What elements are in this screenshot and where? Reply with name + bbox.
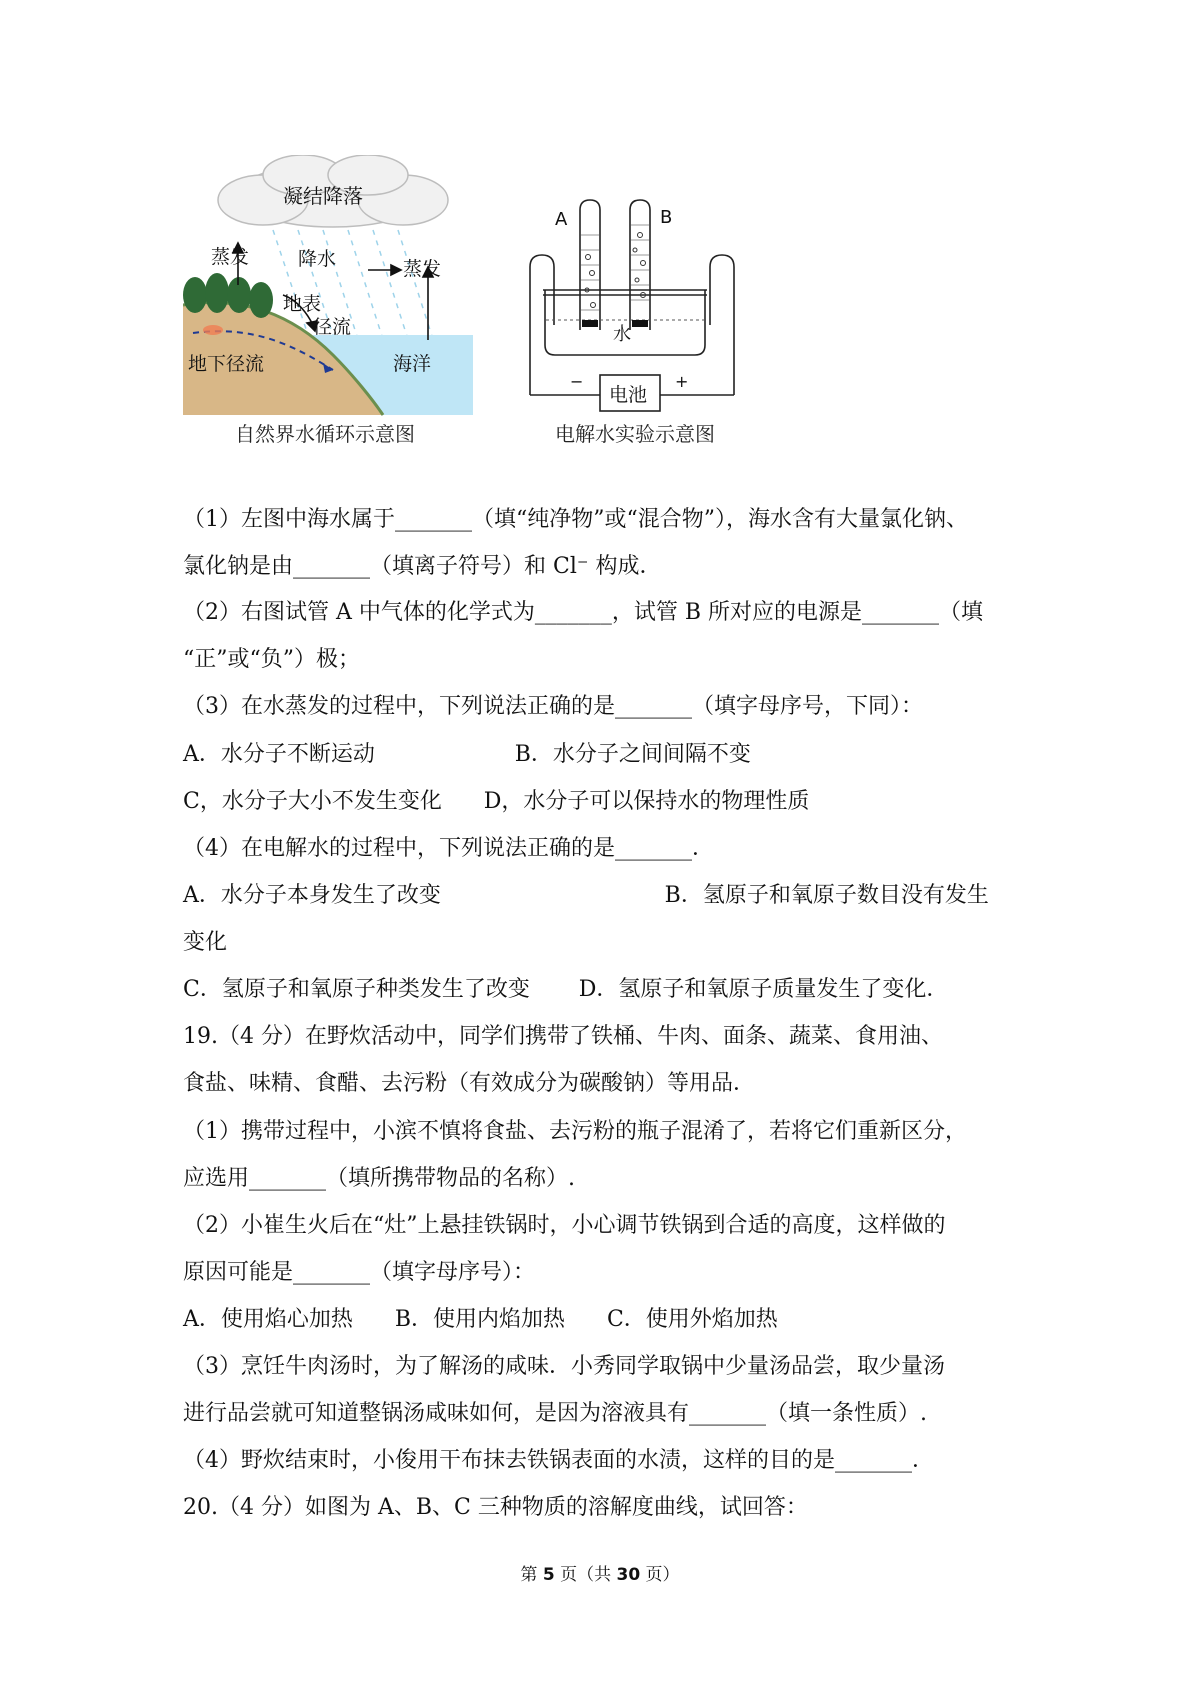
question-line: （2）小崔生火后在“灶”上悬挂铁锅时，小心调节铁锅到合适的高度，这样做的 xyxy=(183,1213,946,1238)
figure-right-caption: 电解水实验示意图 xyxy=(555,422,715,446)
footer-page-number: 5 xyxy=(542,1565,555,1585)
minus-label: − xyxy=(570,372,584,391)
tube-b-label: B xyxy=(660,207,673,228)
ocean-label: 海洋 xyxy=(393,353,432,375)
question-line: （2）右图试管 A 中气体的化学式为_______，试管 B 所对应的电源是_______（填 xyxy=(183,600,984,625)
test-tube-b xyxy=(630,200,650,330)
question-line: （4）野炊结束时，小俊用干布抹去铁锅表面的水渍，这样的目的是_______． xyxy=(183,1448,934,1473)
precip-label: 降水 xyxy=(298,248,337,270)
water-cycle-figure xyxy=(183,155,473,455)
option-line: A．水分子本身发生了改变 B．氢原子和氧原子数目没有发生 xyxy=(183,883,989,908)
question-line: （4）在电解水的过程中，下列说法正确的是_______． xyxy=(183,836,714,861)
question-line: 食盐、味精、食醋、去污粉（有效成分为碳酸钠）等用品． xyxy=(183,1071,756,1096)
question-line: “正”或“负”）极； xyxy=(183,647,360,672)
ground-runoff-label: 地下径流 xyxy=(188,353,265,375)
electrolysis-figure xyxy=(525,195,735,425)
option-line: 变化 xyxy=(183,930,228,955)
tube-a-label: A xyxy=(555,209,568,230)
question-line: 氯化钠是由_______（填离子符号）和 Cl⁻ 构成． xyxy=(183,554,662,579)
footer-prefix: 第 xyxy=(520,1565,543,1585)
question-line: 20.（4 分）如图为 A、B、C 三种物质的溶解度曲线，试回答： xyxy=(183,1495,808,1520)
surface-runoff-label-1: 地表 xyxy=(283,293,322,315)
water-label: 水 xyxy=(613,324,631,345)
surface-runoff-label-2: 径流 xyxy=(313,316,352,338)
page-footer xyxy=(0,1560,1200,1585)
footer-total-pages: 30 xyxy=(616,1565,641,1585)
option-line: A．使用焰心加热 B．使用内焰加热 C．使用外焰加热 xyxy=(183,1307,778,1332)
figure-left-caption: 自然界水循环示意图 xyxy=(235,422,415,446)
question-line: （3）烹饪牛肉汤时，为了解汤的咸味．小秀同学取锅中少量汤品尝，取少量汤 xyxy=(183,1354,945,1379)
footer-middle: 页（共 xyxy=(554,1565,617,1585)
question-line: 应选用_______（填所携带物品的名称）. xyxy=(183,1166,575,1191)
question-line: 原因可能是_______（填字母序号）： xyxy=(183,1260,536,1285)
battery-label: 电池 xyxy=(609,384,648,406)
footer-suffix: 页） xyxy=(640,1565,680,1585)
question-line: （1）左图中海水属于_______（填“纯净物”或“混合物”），海水含有大量氯化钠、 xyxy=(183,507,968,532)
option-line: A．水分子不断运动 B．水分子之间间隔不变 xyxy=(183,742,751,767)
plus-label: + xyxy=(675,372,689,391)
question-line: 19.（4 分）在野炊活动中，同学们携带了铁桶、牛肉、面条、蔬菜、食用油、 xyxy=(183,1024,943,1049)
option-line: C，水分子大小不发生变化 D，水分子可以保持水的物理性质 xyxy=(183,789,810,814)
question-line: 进行品尝就可知道整锅汤咸味如何，是因为溶液具有_______（填一条性质）. xyxy=(183,1401,927,1426)
evap-right-label: 蒸发 xyxy=(403,258,442,280)
question-line: （3）在水蒸发的过程中，下列说法正确的是_______（填字母序号，下同）： xyxy=(183,694,923,719)
evap-left-label: 蒸发 xyxy=(211,246,250,268)
cloud-label: 凝结降落 xyxy=(283,184,363,208)
question-line: （1）携带过程中，小滨不慎将食盐、去污粉的瓶子混淆了，若将它们重新区分， xyxy=(183,1119,967,1144)
beaker-outline xyxy=(545,290,705,355)
option-line: C．氢原子和氧原子种类发生了改变 D．氢原子和氧原子质量发生了变化． xyxy=(183,977,949,1002)
